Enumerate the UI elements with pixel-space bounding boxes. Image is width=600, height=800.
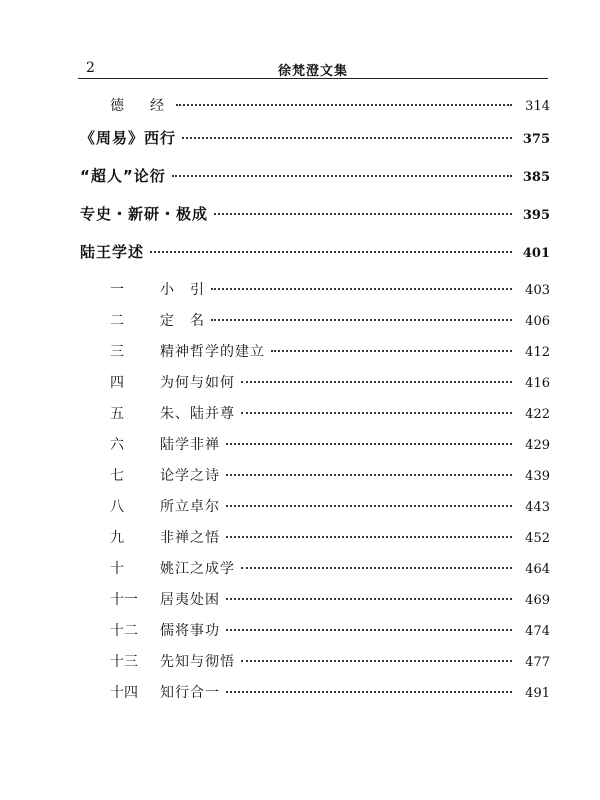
- toc-entry[interactable]: [80, 241, 550, 279]
- toc-entry-title: “超人”论衍: [80, 167, 166, 185]
- toc-subentry[interactable]: [80, 620, 550, 651]
- toc-subentry-page: 464: [525, 562, 550, 577]
- toc-subentry-title: 居夷处困: [160, 592, 220, 608]
- dot-leader: [226, 536, 512, 538]
- toc-subentry-page: 491: [525, 686, 550, 701]
- toc-subentry[interactable]: [80, 465, 550, 496]
- toc-entry[interactable]: [80, 127, 550, 165]
- toc-entry-title: 专史・新研・极成: [80, 205, 209, 223]
- toc-subentry-title: 姚江之成学: [160, 561, 235, 577]
- toc-subentry-title: 小 引: [160, 282, 205, 298]
- toc-subentry[interactable]: [80, 558, 550, 589]
- dot-leader: [150, 251, 512, 253]
- dot-leader: [271, 350, 512, 352]
- toc-entry-title: 陆王学述: [80, 243, 145, 261]
- toc-subentry-page: 422: [525, 407, 550, 422]
- dot-leader: [211, 288, 512, 290]
- toc-subentry-number: 十三: [110, 654, 138, 670]
- dot-leader: [226, 443, 512, 445]
- toc-subentry-number: 十一: [110, 592, 138, 608]
- dot-leader: [226, 691, 512, 693]
- toc-subentry-number: 八: [110, 499, 124, 515]
- toc-subentry[interactable]: [80, 310, 550, 341]
- toc-subentry[interactable]: [80, 341, 550, 372]
- dot-leader: [226, 505, 512, 507]
- toc-subentry-page: 477: [525, 655, 550, 670]
- toc-subentry-number: 二: [110, 313, 124, 329]
- toc-subentry-title: 定 名: [160, 313, 205, 329]
- toc-subentry-page: 469: [525, 593, 550, 608]
- toc-subentry-title: 非禅之悟: [160, 530, 220, 546]
- toc-subentry-title: 朱、陆并尊: [160, 406, 235, 422]
- toc-subentry-title: 为何与如何: [160, 375, 235, 391]
- toc-subentry-number: 六: [110, 437, 124, 453]
- dot-leader: [241, 567, 512, 569]
- dot-leader: [226, 474, 512, 476]
- toc-entry[interactable]: [80, 203, 550, 241]
- dot-leader: [241, 412, 512, 414]
- toc-subentry-page: 439: [525, 469, 550, 484]
- toc-subentry[interactable]: [80, 496, 550, 527]
- page-number: 2: [86, 60, 95, 76]
- toc-subentry-page: 429: [525, 438, 550, 453]
- running-title: 徐梵澄文集: [277, 64, 348, 79]
- dot-leader: [211, 319, 512, 321]
- dot-leader: [226, 598, 512, 600]
- toc-entry[interactable]: [80, 165, 550, 203]
- toc-subentry[interactable]: [80, 403, 550, 434]
- toc-subentry-title: 论学之诗: [160, 468, 220, 484]
- toc-subentry-number: 九: [110, 530, 124, 546]
- toc-subentry[interactable]: [80, 527, 550, 558]
- toc-subentry-number: 三: [110, 344, 124, 360]
- toc-entry-page: 314: [525, 99, 550, 114]
- toc-subentry-title: 先知与彻悟: [160, 654, 235, 670]
- toc-subentry[interactable]: [80, 372, 550, 403]
- toc-subentry-title: 知行合一: [160, 685, 220, 701]
- toc-entry-page: 401: [522, 246, 550, 261]
- toc-subentry-number: 十: [110, 561, 124, 577]
- toc-subentry[interactable]: [80, 651, 550, 682]
- table-of-contents: [80, 95, 550, 713]
- dot-leader: [176, 104, 512, 106]
- toc-subentry-page: 443: [525, 500, 550, 515]
- toc-subentry-number: 十二: [110, 623, 138, 639]
- toc-subentry-page: 403: [525, 283, 550, 298]
- toc-subentry-number: 七: [110, 468, 124, 484]
- toc-subentry[interactable]: [80, 589, 550, 620]
- toc-entry[interactable]: [80, 95, 550, 127]
- toc-subentry[interactable]: [80, 434, 550, 465]
- dot-leader: [182, 137, 512, 139]
- toc-entry-title: 《周易》西行: [80, 129, 177, 147]
- dot-leader: [226, 629, 512, 631]
- toc-subentry[interactable]: [80, 682, 550, 713]
- toc-subentry-number: 一: [110, 282, 124, 298]
- toc-entry-title: 德 经: [110, 98, 170, 114]
- toc-subentry-page: 406: [525, 314, 550, 329]
- dot-leader: [241, 660, 512, 662]
- dot-leader: [214, 213, 512, 215]
- toc-subentry-page: 474: [525, 624, 550, 639]
- toc-subentry-title: 所立卓尔: [160, 499, 220, 515]
- toc-subentry-title: 精神哲学的建立: [160, 344, 265, 360]
- toc-subentry-title: 儒将事功: [160, 623, 220, 639]
- toc-subentry-number: 十四: [110, 685, 138, 701]
- dot-leader: [241, 381, 512, 383]
- toc-subentry[interactable]: [80, 279, 550, 310]
- toc-subentry-page: 452: [525, 531, 550, 546]
- page-header: [78, 58, 548, 79]
- toc-subentry-page: 412: [525, 345, 550, 360]
- toc-subentry-title: 陆学非禅: [160, 437, 220, 453]
- dot-leader: [172, 175, 512, 177]
- toc-subentry-number: 五: [110, 406, 124, 422]
- toc-entry-page: 395: [522, 208, 550, 223]
- toc-subentry-number: 四: [110, 375, 124, 391]
- toc-subentry-page: 416: [525, 376, 550, 391]
- toc-entry-page: 385: [522, 170, 550, 185]
- toc-entry-page: 375: [522, 132, 550, 147]
